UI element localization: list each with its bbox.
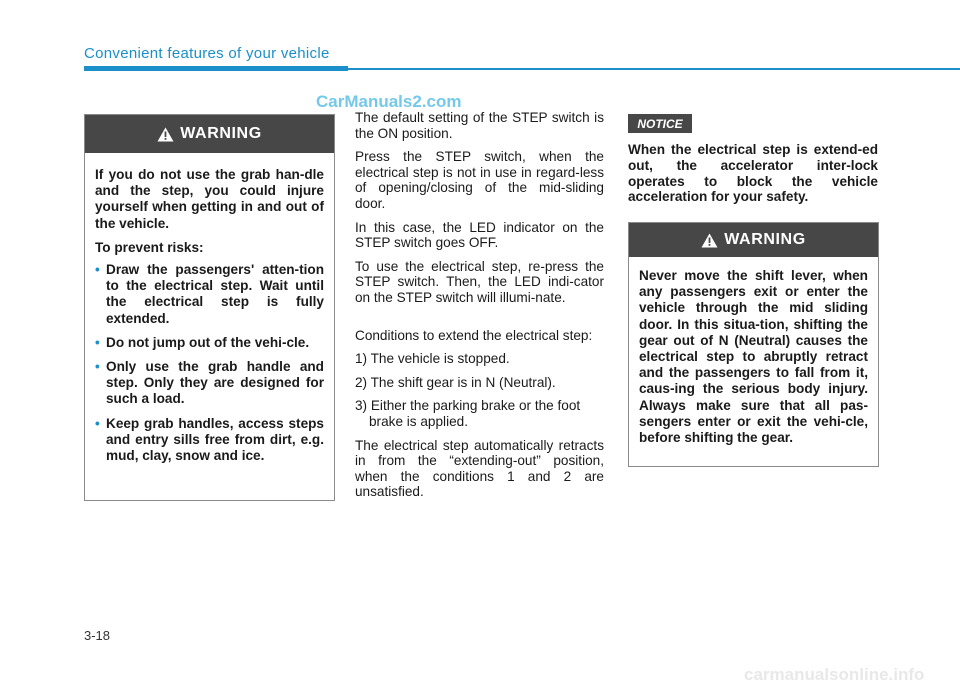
warning-triangle-icon <box>701 233 718 248</box>
warning-box-right <box>628 222 879 467</box>
paragraph-led-on: To use the electrical step, re-press the STEP switch. Then, the LED indi-cator on the STEP switch will illumi-nate. <box>355 258 604 305</box>
warning-bullet-item: • Draw the passengers' atten-tion to the electrical step. Wait until the electrical step is fully extended. <box>95 262 324 326</box>
condition-item: 2) The shift gear is in N (Neutral). <box>355 374 556 390</box>
warning-body-left <box>85 153 334 486</box>
bullet-icon: • <box>95 334 100 350</box>
watermark-top: CarManuals2.com <box>316 92 462 111</box>
paragraph-default-setting: The default setting of the STEP switch is the ON position. <box>355 110 604 141</box>
page-number: 3-18 <box>84 628 111 643</box>
notice-text: When the electrical step is extend-ed out, the accelerator inter-lock operates to block the vehicle acceleration for your safety. <box>628 142 878 205</box>
header-rule-thick <box>84 66 348 71</box>
warning-title-left: WARNING <box>180 125 262 142</box>
warning-triangle-icon <box>157 127 174 142</box>
section-title: Convenient features of your vehicle <box>84 45 330 62</box>
warning-bullet-item: • Do not jump out of the vehi-cle. <box>95 334 310 350</box>
bullet-icon: • <box>95 262 100 278</box>
warning-header-left <box>85 115 334 153</box>
bullet-icon: • <box>95 359 100 375</box>
warning-body-right <box>629 257 878 460</box>
conditions-intro: Conditions to extend the electrical step: <box>355 327 593 343</box>
warning-text-right: Never move the shift lever, when any passengers exit or enter the vehicle through the mid sliding door. In this situa-tion, shifting the gear out of N (Neutral) causes the electrical step to abruptly retract and the passengers to fall from it, caus-ing the serious body injury. Always make sure that all pas-sengers enter or exit the vehi-cle, before shifting the gear. <box>639 268 868 446</box>
notice-badge: NOTICE <box>628 114 692 133</box>
warning-bullet-list <box>95 262 324 464</box>
paragraph-auto-retract: The electrical step automatically retracts in from the “extending-out” position, when the conditions 1 and 2 are unsatisfied. <box>355 437 604 500</box>
paragraph-led-off: In this case, the LED indicator on the STEP switch goes OFF. <box>355 219 604 251</box>
condition-item: 1) The vehicle is stopped. <box>355 351 510 367</box>
middle-column <box>355 110 604 508</box>
warning-prevent-label: To prevent risks: <box>95 239 204 255</box>
warning-intro: If you do not use the grab han-dle and the step, you could injure yourself when getting in and out of the vehicle. <box>95 167 324 231</box>
header-rule-thin <box>348 68 960 70</box>
warning-header-right <box>629 223 878 257</box>
watermark-bottom: carmanualsonline.info <box>744 665 925 684</box>
paragraph-press-switch: Press the STEP switch, when the electrical step is not in use in regard-less of opening/closing of the mid-sliding door. <box>355 149 604 211</box>
warning-box-left <box>84 114 335 501</box>
warning-bullet-item: • Only use the grab handle and step. Only they are designed for such a load. <box>95 359 324 407</box>
warning-bullet-item: • Keep grab handles, access steps and entry sills free from dirt, e.g. mud, clay, snow and ice. <box>95 415 324 464</box>
bullet-icon: • <box>95 415 100 431</box>
warning-title-right: WARNING <box>724 231 806 248</box>
condition-item: 3) Either the parking brake or the foot brake is applied. <box>355 398 581 429</box>
